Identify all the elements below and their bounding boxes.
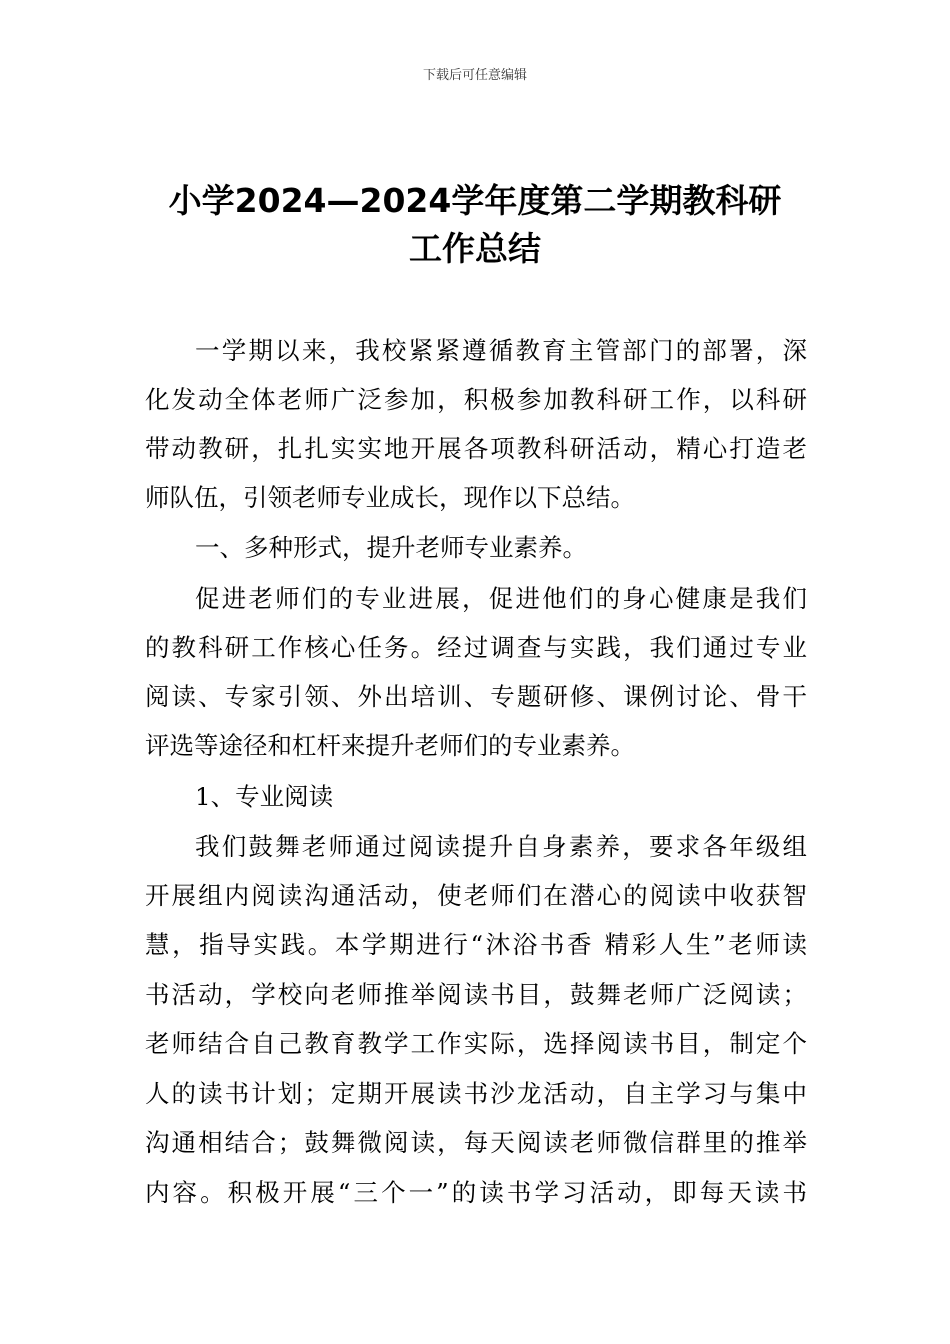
section-heading: 一、多种形式，提升老师专业素养。 [195,533,587,562]
subsection-heading: 1、专业阅读 [195,782,334,811]
paragraph-line: 书活动，学校向老师推举阅读书目，鼓舞老师广泛阅读； [145,980,807,1009]
paragraph-line: 慧，指导实践。本学期进行“沐浴书香 精彩人生”老师读 [145,930,807,959]
paragraph-line: 的教科研工作核心任务。经过调查与实践，我们通过专业 [145,633,807,662]
paragraph-line: 评选等途径和杠杆来提升老师们的专业素养。 [145,731,635,760]
paragraph-line: 带动教研，扎扎实实地开展各项教科研活动，精心打造老 [145,434,807,463]
paragraph-line: 开展组内阅读沟通活动，使老师们在潜心的阅读中收获智 [145,881,807,910]
paragraph-line: 我们鼓舞老师通过阅读提升自身素养，要求各年级组 [195,832,807,861]
paragraph-line: 一学期以来，我校紧紧遵循教育主管部门的部署，深 [195,336,807,365]
paragraph-line: 师队伍，引领老师专业成长，现作以下总结。 [145,483,635,512]
paragraph-line: 老师结合自己教育教学工作实际，选择阅读书目，制定个 [145,1029,807,1058]
paragraph-line: 沟通相结合；鼓舞微阅读，每天阅读老师微信群里的推举 [145,1128,807,1157]
document-title-line-1: 小学2024—2024学年度第二学期教科研 [168,181,782,220]
page-header: 下载后可任意编辑 [422,68,527,83]
paragraph-line: 人的读书计划；定期开展读书沙龙活动，自主学习与集中 [145,1079,807,1108]
paragraph-line: 阅读、专家引领、外出培训、专题研修、课例讨论、骨干 [145,682,807,711]
paragraph-line: 促进老师们的专业进展，促进他们的身心健康是我们 [195,584,807,613]
document-title-line-2: 工作总结 [409,229,541,268]
paragraph-line: 内容。积极开展“三个一”的读书学习活动，即每天读书 [145,1178,807,1207]
paragraph-line: 化发动全体老师广泛参加，积极参加教科研工作，以科研 [145,385,807,414]
